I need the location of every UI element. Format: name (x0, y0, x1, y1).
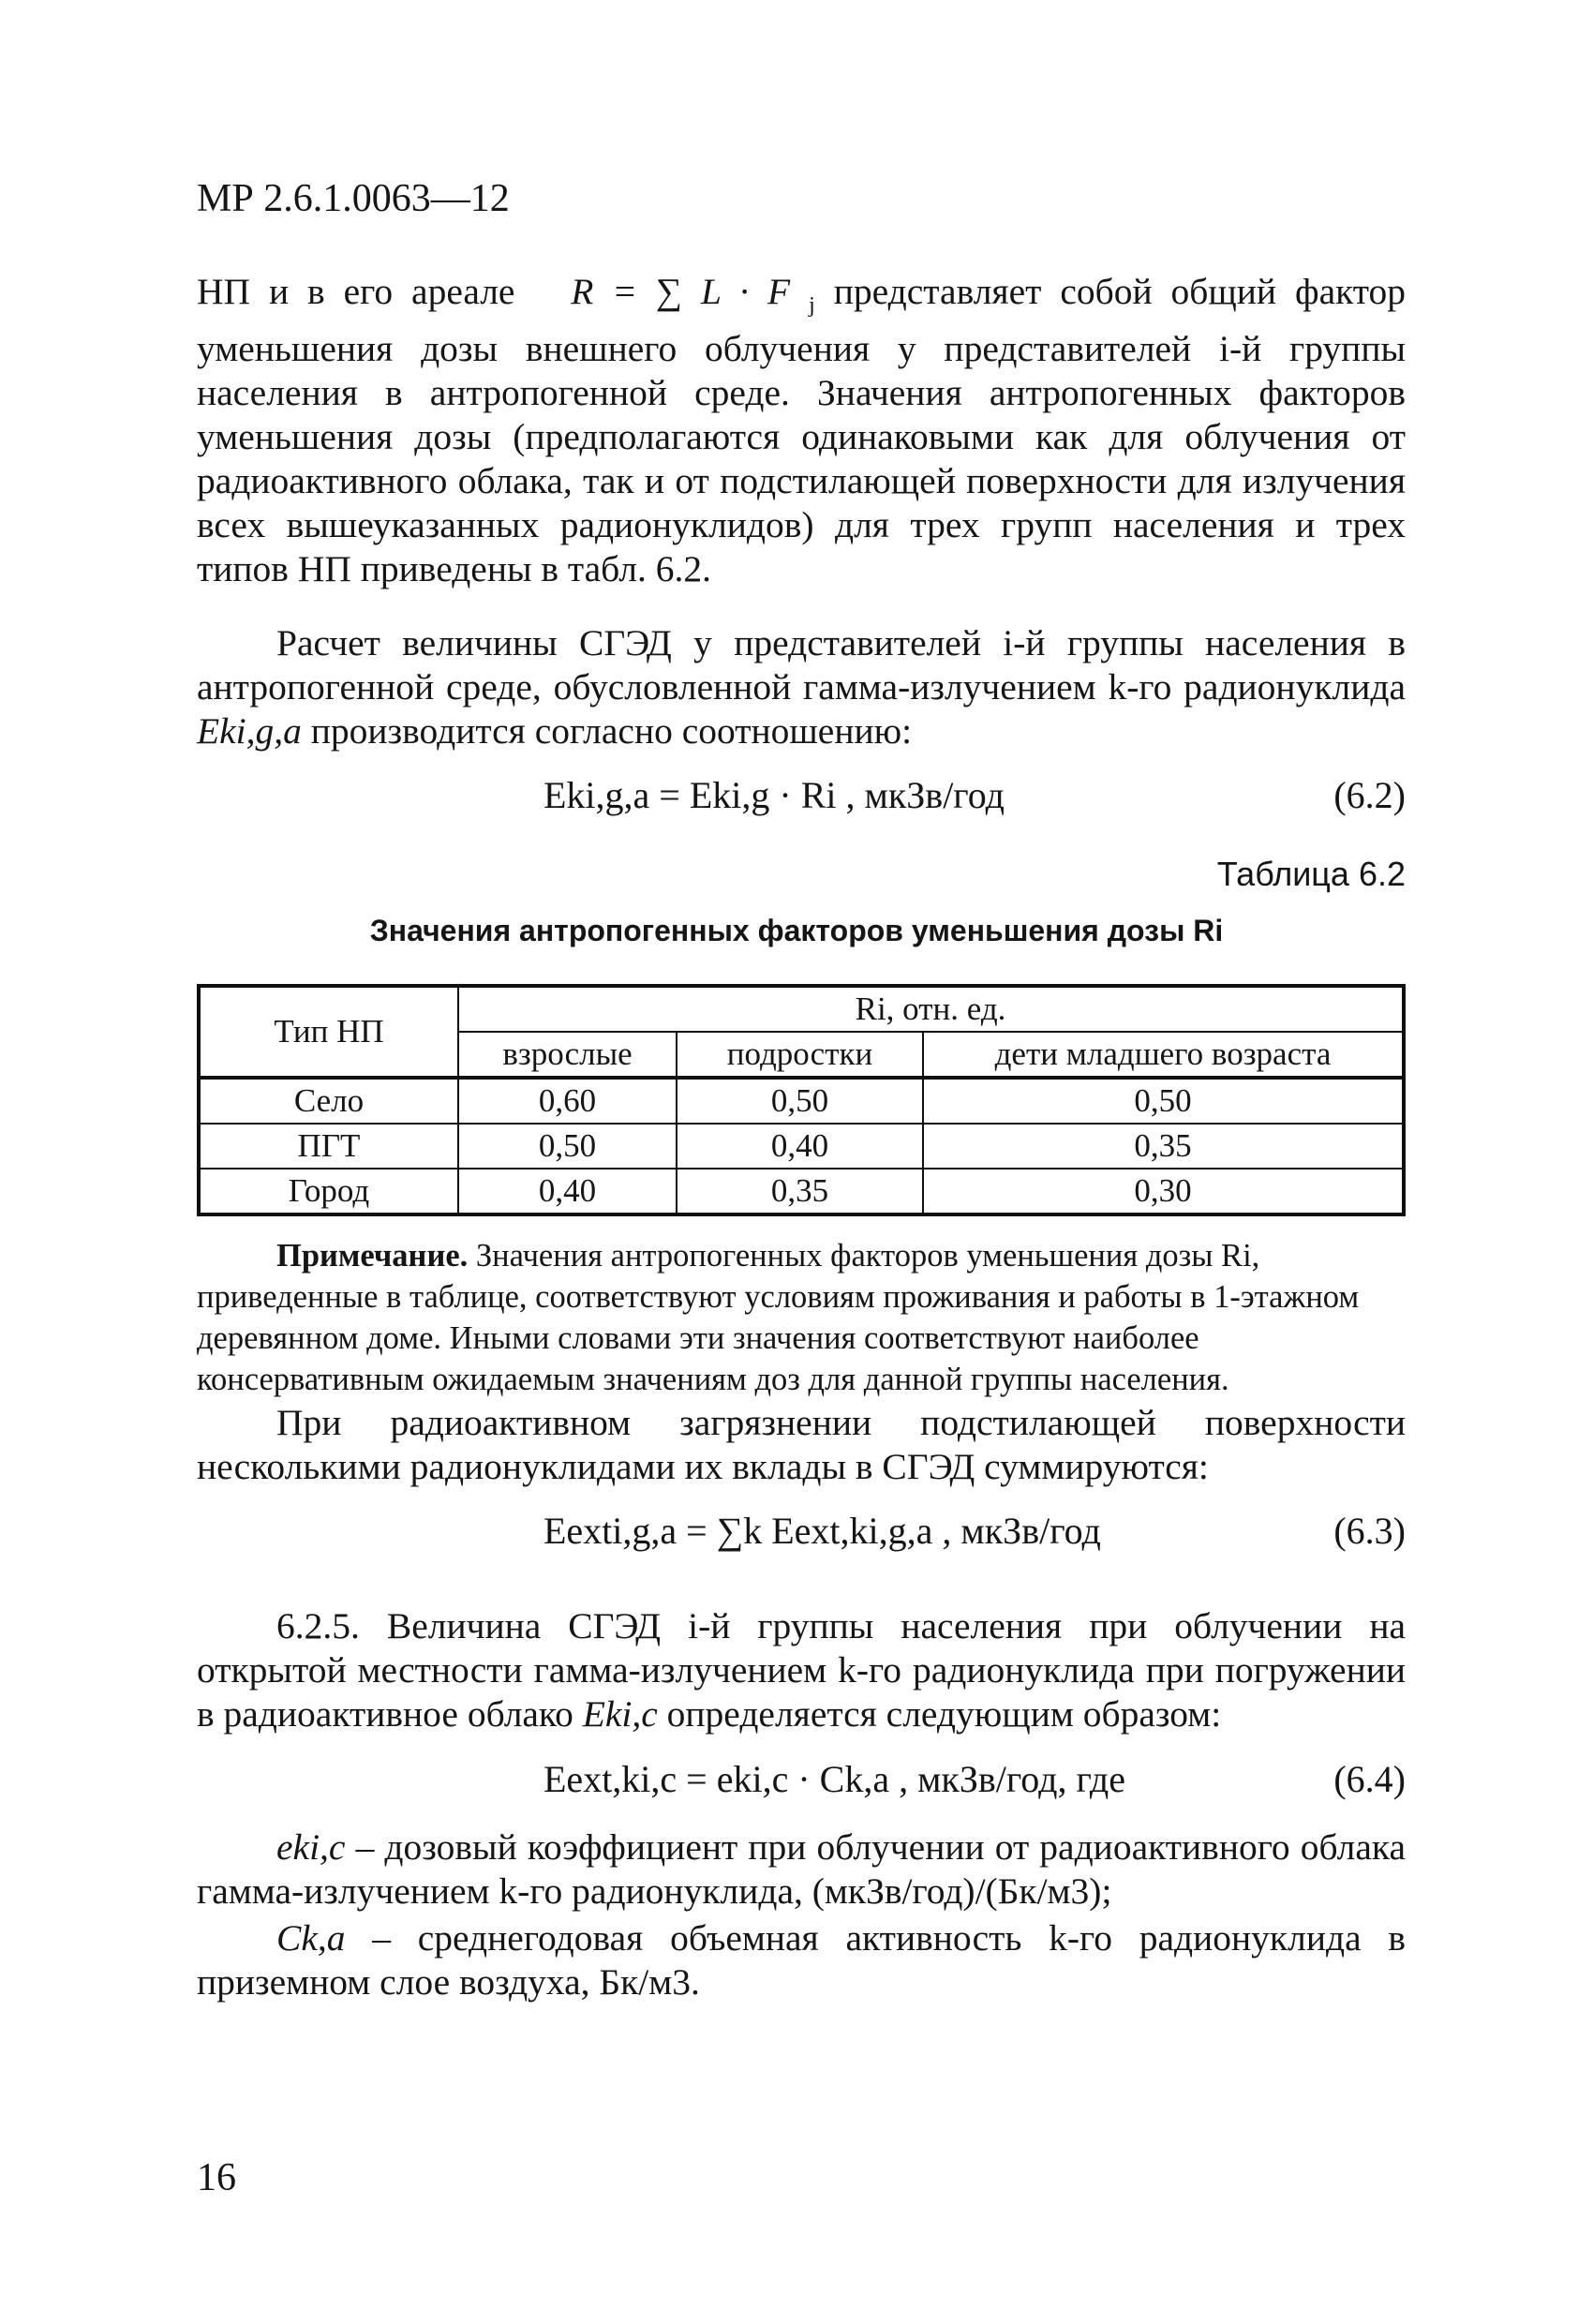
row-type: Село (199, 1078, 458, 1124)
equation-6-4-expression: Eext,ki,c = eki,c · Ck,a , мкЗв/год, где (543, 1758, 1126, 1800)
cell-value: 0,35 (677, 1169, 923, 1214)
para3-text: При радиоактивном загрязнении подстилающей поверхности несколькими радионуклидами их вклады в СГЭД суммируются: (197, 1402, 1406, 1487)
table-row (199, 1124, 1404, 1169)
definition-volume-activity (197, 1916, 1406, 2004)
header-type: Тип НП (199, 986, 458, 1078)
cell-value: 0,40 (458, 1169, 677, 1214)
note-label: Примечание. (276, 1238, 469, 1274)
equation-6-3-expression: Eexti,g,a = ∑k Eext,ki,g,a , мкЗв/год (543, 1510, 1101, 1552)
header-teens: подростки (677, 1032, 923, 1078)
def2-symbol: Ck,a (276, 1917, 346, 1959)
paragraph-6-2-5 (197, 1604, 1406, 1736)
equation-6-2-expression: Eki,g,a = Eki,g · Ri , мкЗв/год (543, 774, 1005, 816)
paragraph-sged-calc (197, 621, 1406, 753)
def1-symbol: eki,c (276, 1826, 346, 1868)
note-text: Значения антропогенных факторов уменьшения дозы Ri, приведенные в таблице, соответствуют условиям проживания и работы в 1-этажном деревянном доме. Иными словами эти значения соответствуют наиболее консервативным ожидаемым значениям доз для данной группы населения. (197, 1238, 1360, 1397)
equation-6-4-number: (6.4) (1333, 1758, 1406, 1800)
formula-sum-index: j (809, 291, 815, 318)
def1-text: – дозовый коэффициент при облучении от радиоактивного облака гамма-излучением k-го радионуклида, (мкЗв/год)/(Бк/м3); (197, 1826, 1407, 1912)
table-row (199, 1169, 1404, 1214)
table-title: Значения антропогенных факторов уменьшения дозы Ri (369, 914, 1224, 947)
row-type: ПГТ (199, 1124, 458, 1169)
table-label: Таблица 6.2 (1216, 855, 1406, 893)
para1-rest: представляет собой общий фактор уменьшения дозы внешнего облучения у представителей i-й группы населения в антропогенной среде. Значения антропогенных факторов уменьшения дозы (предполагаются одинаковыми как для облучения от радиоактивного облака, так и от подстилающей поверхности для излучения всех вышеуказанных радионуклидов) для трех групп населения и трех типов НП приведены в табл. 6.2. (197, 271, 1407, 589)
para2-tail: производится согласно соотношению: (310, 710, 913, 752)
formula-ri: R = ∑ L · F (571, 271, 791, 312)
header-adults: взрослые (458, 1032, 677, 1078)
def2-text: – среднегодовая объемная активность k-го радионуклида в приземном слое воздуха, Бк/м3. (197, 1917, 1406, 2003)
reduction-factors-table (197, 984, 1406, 1216)
equation-6-2-number: (6.2) (1333, 774, 1406, 816)
cell-value: 0,50 (458, 1124, 677, 1169)
definition-dose-coefficient (197, 1825, 1406, 1914)
para2-text: Расчет величины СГЭД у представителей i-й группы населения в антропогенной среде, обусловленной гамма-излучением k-го радионуклида (197, 622, 1406, 708)
equation-6-3-number: (6.3) (1333, 1510, 1406, 1552)
cell-value: 0,35 (923, 1124, 1404, 1169)
table-row (199, 1078, 1404, 1124)
cell-value: 0,50 (923, 1078, 1404, 1124)
symbol-e-ick: Eki,c (582, 1693, 658, 1735)
table-note (197, 1235, 1406, 1400)
para1-lead: НП и в его ареале (197, 271, 515, 312)
symbol-e-igak: Eki,g,a (197, 710, 302, 752)
cell-value: 0,50 (677, 1078, 923, 1124)
paragraph-summation (197, 1401, 1406, 1489)
para4-text: 6.2.5. Величина СГЭД i-й группы населения при облучении на открытой местности гамма-излучением k-го радионуклида при погружении в радиоактивное облако (197, 1605, 1406, 1735)
para4-tail: определяется следующим образом: (666, 1693, 1222, 1735)
page-number: 16 (197, 2156, 236, 2199)
cell-value: 0,60 (458, 1078, 677, 1124)
row-type: Город (199, 1169, 458, 1214)
document-code: МР 2.6.1.0063—12 (197, 177, 510, 220)
cell-value: 0,40 (677, 1124, 923, 1169)
header-group: Ri, отн. ед. (458, 986, 1404, 1032)
paragraph-reduction-factor (197, 270, 1406, 591)
header-children: дети младшего возраста (923, 1032, 1404, 1078)
table-header-row (199, 986, 1404, 1032)
cell-value: 0,30 (923, 1169, 1404, 1214)
